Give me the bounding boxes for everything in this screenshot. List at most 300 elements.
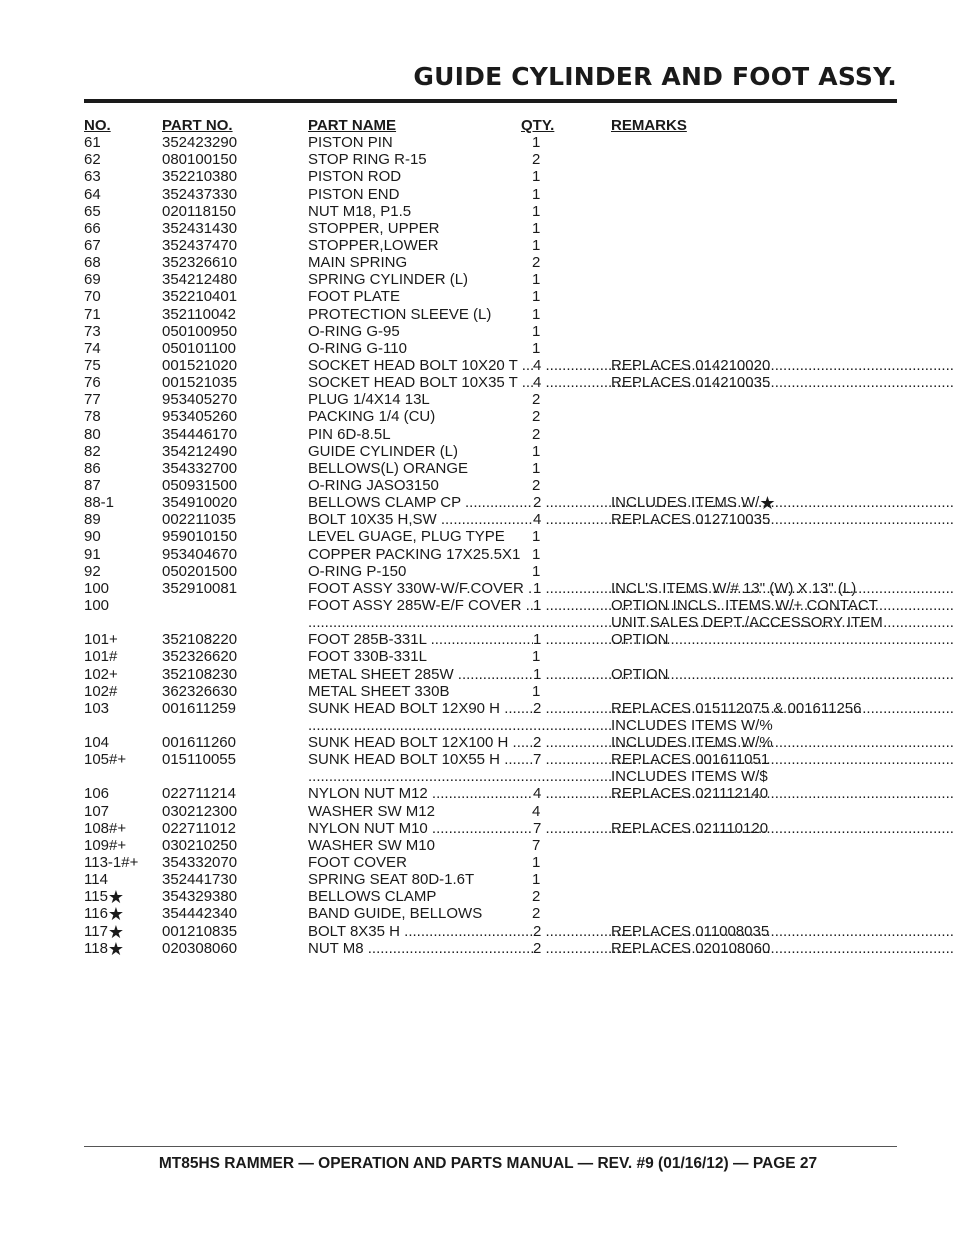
remarks-text: REPLACES 021112140 (611, 785, 769, 803)
cell-part-name: NYLON NUT M10 ..... (308, 820, 533, 837)
cell-part-no: 352437330 (162, 185, 238, 203)
cell-qty: 1 (532, 219, 541, 237)
cell-part-no: 352210380 (162, 168, 238, 186)
cell-part-name: SUNK HEAD BOLT 10X55 H ..... (308, 751, 533, 768)
cell-no (84, 803, 109, 820)
cell-remarks (611, 597, 878, 614)
cell-part-no: 050201500 (162, 562, 238, 580)
item-number: 116 (84, 905, 108, 923)
cell-part-no: 953404670 (162, 545, 238, 563)
header-part-name: PART NAME (308, 117, 397, 134)
item-number: 87 (84, 476, 101, 494)
cell-part-name: PROTECTION SLEEVE (L) (308, 305, 492, 323)
cell-part-no: 352910081 (162, 579, 238, 597)
cell-part-name: PACKING 1/4 (CU) (308, 408, 436, 426)
star-icon: ★ (759, 493, 776, 514)
cell-qty: 2 ..... (533, 734, 954, 751)
item-number: 105#+ (84, 751, 127, 769)
cell-no (84, 288, 101, 305)
table-row (84, 271, 899, 288)
cell-remarks (611, 493, 776, 514)
table-row (84, 391, 899, 408)
cell-part-name: STOPPER, UPPER (308, 219, 440, 237)
cell-part-name: NYLON NUT M12 ..... (308, 785, 533, 802)
cell-qty: 7 ..... (533, 820, 954, 837)
cell-part-name: O-RING JASO3150 (308, 476, 439, 494)
cell-no (84, 391, 101, 408)
cell-part-no: 354332070 (162, 854, 238, 872)
cell-part-no: 354332700 (162, 459, 238, 477)
cell-remarks (611, 631, 669, 648)
item-number: 109#+ (84, 836, 127, 854)
table-row (84, 443, 899, 460)
cell-remarks (611, 717, 773, 734)
cell-no (84, 785, 109, 802)
item-number: 106 (84, 785, 110, 803)
cell-qty: 2 ..... (533, 940, 954, 957)
cell-part-no: 352441730 (162, 871, 238, 889)
table-row (84, 134, 899, 151)
cell-part-name: SUNK HEAD BOLT 12X90 H ..... (308, 700, 533, 717)
table-row (84, 374, 899, 391)
item-number: 102# (84, 682, 118, 700)
item-number: 102+ (84, 665, 118, 683)
table-row (84, 186, 899, 203)
star-icon: ★ (107, 921, 125, 942)
cell-qty: 1 (532, 288, 541, 306)
cell-no (84, 186, 101, 203)
cell-part-name: FOOT PLATE (308, 288, 400, 306)
cell-no (84, 854, 138, 871)
cell-part-no: 050100950 (162, 322, 238, 340)
cell-part-name: PIN 6D-8.5L (308, 425, 391, 443)
table-row (84, 614, 899, 631)
cell-part-no: 953405270 (162, 391, 238, 409)
cell-part-no: 001611260 (162, 734, 236, 752)
cell-part-name (308, 614, 533, 631)
cell-part-no: 050101100 (162, 339, 236, 357)
cell-qty: 1 (532, 562, 541, 580)
cell-qty: 2 ..... (533, 923, 954, 940)
cell-no (84, 168, 101, 185)
table-row (84, 717, 899, 734)
item-number: 70 (84, 288, 101, 306)
cell-remarks (611, 357, 770, 374)
cell-no (84, 837, 126, 854)
cell-qty: 1 (532, 459, 541, 477)
cell-part-no: 352326610 (162, 254, 238, 272)
cell-no (84, 151, 101, 168)
cell-no (84, 237, 101, 254)
cell-part-no: 080100150 (162, 151, 238, 169)
remarks-text: REPLACES 011008035 (611, 922, 770, 940)
cell-qty: 1 (532, 545, 541, 563)
cell-no (84, 887, 125, 908)
cell-qty: 7 (532, 836, 541, 854)
item-number: 113-1#+ (84, 854, 139, 872)
cell-no (84, 871, 108, 888)
cell-qty: 1 (532, 528, 541, 546)
cell-qty: 4 ..... (533, 374, 954, 391)
item-number: 101# (84, 648, 118, 666)
cell-part-name: BAND GUIDE, BELLOWS (308, 905, 483, 923)
cell-remarks (611, 940, 770, 957)
item-number: 88-1 (84, 494, 115, 512)
cell-part-no: 352326620 (162, 648, 238, 666)
item-number: 103 (84, 699, 110, 717)
item-number: 115 (84, 888, 108, 906)
cell-qty: 1 (532, 305, 541, 323)
item-number: 118 (84, 939, 108, 957)
cell-part-no: 002211035 (162, 511, 236, 529)
table-row (84, 426, 899, 443)
cell-qty: 1 ..... (533, 631, 954, 648)
cell-part-name: METAL SHEET 330B (308, 682, 450, 700)
cell-remarks (611, 751, 769, 768)
cell-qty: 1 (532, 185, 541, 203)
header-qty: QTY. (521, 117, 555, 134)
cell-part-no: 354442340 (162, 905, 238, 923)
table-row (84, 408, 899, 425)
cell-qty: 1 (532, 271, 541, 289)
table-row (84, 751, 899, 768)
item-number: 74 (84, 339, 101, 357)
cell-qty: 1 (532, 442, 541, 460)
remarks-text: REPLACES 014210020 (611, 356, 771, 374)
cell-part-name: WASHER SW M10 (308, 836, 435, 854)
cell-no (84, 666, 118, 683)
table-row (84, 288, 899, 305)
cell-part-name: BELLOWS(L) ORANGE (308, 459, 469, 477)
star-icon: ★ (107, 887, 125, 908)
table-row (84, 168, 899, 185)
cell-no (84, 323, 101, 340)
cell-remarks (611, 923, 769, 940)
cell-qty: 1 (532, 134, 541, 152)
cell-qty: 2 (532, 888, 541, 906)
cell-no (84, 940, 124, 957)
table-row (84, 511, 899, 528)
table-row (84, 683, 899, 700)
cell-no (84, 254, 101, 271)
cell-part-name: FOOT COVER (308, 854, 407, 872)
page-footer: MT85HS RAMMER — OPERATION AND PARTS MANUAL — REV. #9 (01/16/12) — PAGE 27 (158, 1155, 818, 1172)
cell-part-name: MAIN SPRING (308, 254, 408, 272)
cell-part-name: LEVEL GUAGE, PLUG TYPE (308, 528, 505, 546)
item-number: 108#+ (84, 819, 127, 837)
cell-qty: 2 (532, 408, 541, 426)
cell-no (84, 528, 101, 545)
cell-no (84, 511, 101, 528)
cell-no (84, 134, 101, 151)
cell-part-no: 354910020 (162, 494, 238, 512)
cell-part-no: 030212300 (162, 802, 238, 820)
cell-part-no: 352210401 (162, 288, 238, 306)
cell-no (84, 460, 101, 477)
remarks-text: INCLUDES ITEMS W/% (611, 716, 773, 734)
leader-dots (308, 768, 611, 785)
item-number: 69 (84, 271, 101, 289)
remarks-text: REPLACES 021110120 (611, 819, 769, 837)
cell-no (84, 443, 101, 460)
cell-part-name: GUIDE CYLINDER (L) (308, 442, 459, 460)
item-number: 62 (84, 151, 101, 169)
cell-qty: 2 (532, 391, 541, 409)
table-row (84, 563, 899, 580)
item-number: 117 (84, 922, 108, 940)
cell-qty: 1 (532, 168, 541, 186)
cell-qty: 1 (532, 339, 541, 357)
table-row (84, 700, 899, 717)
cell-part-no: 001521035 (162, 374, 238, 392)
cell-no (84, 426, 101, 443)
cell-qty: 1 ..... (533, 666, 954, 683)
table-row (84, 306, 899, 323)
cell-qty: 4 (532, 802, 541, 820)
table-row (84, 597, 899, 614)
table-row (84, 546, 899, 563)
parts-table (84, 117, 899, 957)
cell-no (84, 494, 114, 511)
item-number: 100 (84, 579, 110, 597)
cell-part-no: 352437470 (162, 236, 238, 254)
cell-no (84, 203, 101, 220)
table-row (84, 237, 899, 254)
item-number: 67 (84, 236, 101, 254)
item-number: 77 (84, 391, 101, 409)
remarks-text: OPTION INCLS. ITEMS W/+ CONTACT (611, 596, 878, 614)
cell-part-name: PISTON PIN (308, 134, 393, 152)
item-number: 101+ (84, 631, 118, 649)
cell-part-name: METAL SHEET 285W ..... (308, 666, 533, 683)
cell-part-no: 001521020 (162, 356, 238, 374)
remarks-text: REPLACES 020108060 (611, 939, 771, 957)
cell-qty: 4 ..... (533, 785, 954, 802)
item-number: 86 (84, 459, 101, 477)
table-row (84, 151, 899, 168)
cell-part-name: PISTON END (308, 185, 400, 203)
cell-no (84, 597, 109, 614)
table-row (84, 254, 899, 271)
table-row (84, 785, 899, 802)
cell-qty: 1 (532, 871, 541, 889)
item-number: 82 (84, 442, 101, 460)
cell-no (84, 306, 101, 323)
cell-remarks (611, 614, 883, 631)
cell-part-name: NUT M8 ..... (308, 940, 533, 957)
cell-part-no: 352423290 (162, 134, 238, 152)
cell-part-no: 352110042 (162, 305, 236, 323)
cell-part-name: FOOT 330B-331L (308, 648, 427, 666)
cell-qty: 4 ..... (533, 511, 954, 528)
remarks-text: REPLACES 001611051 (611, 751, 770, 769)
cell-part-no: 020118150 (162, 202, 236, 220)
cell-remarks (611, 820, 768, 837)
remarks-text: INCLUDES ITEMS W/% (611, 734, 773, 752)
header-part-no: PART NO. (162, 117, 233, 134)
cell-qty: 1 (532, 854, 541, 872)
item-number: 114 (84, 871, 108, 889)
cell-qty: 7 ..... (533, 751, 954, 768)
cell-part-no: 020308060 (162, 939, 238, 957)
cell-part-name: SPRING CYLINDER (L) (308, 271, 469, 289)
table-row (84, 803, 899, 820)
table-row (84, 666, 899, 683)
cell-part-name: O-RING G-110 (308, 339, 407, 357)
cell-no (84, 563, 101, 580)
remarks-text: UNIT SALES DEPT./ACCESSORY ITEM (611, 614, 883, 632)
cell-no (84, 374, 101, 391)
cell-remarks (611, 580, 856, 597)
table-row (84, 940, 899, 957)
table-row (84, 648, 899, 665)
star-icon: ★ (107, 938, 125, 959)
cell-no (84, 580, 109, 597)
cell-qty: 1 (532, 682, 541, 700)
star-icon: ★ (107, 904, 125, 925)
cell-part-name: SPRING SEAT 80D-1.6T (308, 871, 475, 889)
table-row (84, 871, 899, 888)
item-number: 75 (84, 356, 101, 374)
cell-no (84, 546, 101, 563)
cell-no (84, 683, 117, 700)
cell-qty: 1 (532, 648, 541, 666)
title-rule (84, 99, 897, 103)
cell-part-no: 354329380 (162, 888, 238, 906)
cell-qty: 4 ..... (533, 357, 954, 374)
table-row (84, 923, 899, 940)
item-number: 63 (84, 168, 101, 186)
table-row (84, 340, 899, 357)
cell-no (84, 923, 124, 940)
cell-no (84, 220, 101, 237)
cell-remarks (611, 666, 669, 683)
item-number: 68 (84, 254, 101, 272)
table-row (84, 854, 899, 871)
item-number: 71 (84, 305, 101, 323)
table-row (84, 357, 899, 374)
cell-qty: 1 (532, 202, 541, 220)
cell-qty: 2 (532, 151, 541, 169)
cell-qty: 2 (532, 254, 541, 272)
cell-remarks (611, 768, 768, 785)
table-row (84, 580, 899, 597)
header-no: NO. (84, 117, 111, 134)
cell-part-no: 352108220 (162, 631, 238, 649)
table-row (84, 528, 899, 545)
item-number: 76 (84, 374, 101, 392)
remarks-text: OPTION (611, 631, 669, 649)
cell-part-name: FOOT ASSY 285W-E/F COVER ..... (308, 597, 533, 614)
cell-part-name: BELLOWS CLAMP (308, 888, 437, 906)
item-number: 78 (84, 408, 101, 426)
cell-part-name: O-RING G-95 (308, 322, 400, 340)
cell-remarks (611, 785, 768, 802)
cell-no (84, 820, 126, 837)
table-row (84, 493, 899, 514)
cell-part-no: 354212490 (162, 442, 238, 460)
table-row (84, 837, 899, 854)
remarks-text: OPTION (611, 665, 669, 683)
remarks-text: INCLUDES ITEMS W/ (611, 494, 760, 512)
cell-part-name: SUNK HEAD BOLT 12X100 H ..... (308, 734, 533, 751)
cell-qty: 2 (532, 425, 541, 443)
cell-part-name: STOP RING R-15 (308, 151, 427, 169)
cell-part-no: 352431430 (162, 219, 238, 237)
cell-part-name: BOLT 10X35 H,SW ..... (308, 511, 533, 528)
table-row (84, 631, 899, 648)
table-row (84, 768, 899, 785)
remarks-text: INCLUDES ITEMS W/$ (611, 768, 768, 786)
item-number: 65 (84, 202, 101, 220)
cell-part-no: 959010150 (162, 528, 238, 546)
cell-part-no: 001611259 (162, 699, 236, 717)
leader-dots (308, 717, 611, 734)
remarks-text: INCL'S ITEMS W/# 13" (W) X 13" (L) (611, 579, 857, 597)
table-row (84, 734, 899, 751)
table-row (84, 820, 899, 837)
cell-part-name: SOCKET HEAD BOLT 10X35 T ..... (308, 374, 533, 391)
cell-no (84, 904, 125, 925)
table-row (84, 460, 899, 477)
cell-part-no: 015110055 (162, 751, 236, 769)
item-number: 90 (84, 528, 101, 546)
cell-part-name: FOOT 285B-331L ..... (308, 631, 533, 648)
item-number: 92 (84, 562, 101, 580)
cell-part-no: 022711012 (162, 819, 236, 837)
cell-no (84, 700, 109, 717)
item-number: 91 (84, 545, 101, 563)
cell-part-name: SOCKET HEAD BOLT 10X20 T ..... (308, 357, 533, 374)
cell-no (84, 648, 117, 665)
cell-remarks (611, 374, 770, 391)
item-number: 73 (84, 322, 101, 340)
cell-no (84, 631, 118, 648)
cell-qty: 1 (532, 322, 541, 340)
item-number: 80 (84, 425, 101, 443)
table-body (84, 134, 899, 957)
cell-part-no: 953405260 (162, 408, 238, 426)
table-row (84, 220, 899, 237)
cell-part-no: 354446170 (162, 425, 238, 443)
cell-part-no: 001210835 (162, 922, 238, 940)
cell-no (84, 357, 101, 374)
cell-part-name: PLUG 1/4X14 13L (308, 391, 430, 409)
header-remarks: REMARKS (611, 117, 687, 134)
cell-qty: 2 (532, 476, 541, 494)
remarks-text: REPLACES 015112075 & 001611256 (611, 699, 862, 717)
cell-qty: 1 (532, 236, 541, 254)
item-number: 66 (84, 219, 101, 237)
cell-no (84, 751, 126, 768)
table-row (84, 203, 899, 220)
cell-remarks (611, 700, 861, 717)
item-number: 64 (84, 185, 101, 203)
remarks-text: REPLACES 014210035 (611, 374, 771, 392)
cell-part-name: PISTON ROD (308, 168, 402, 186)
cell-qty: 1 ..... (533, 580, 954, 597)
remarks-text: REPLACES 012710035 (611, 511, 771, 529)
cell-part-no: 050931500 (162, 476, 238, 494)
cell-part-name: COPPER PACKING 17X25.5X1 (308, 545, 521, 563)
table-row (84, 477, 899, 494)
cell-qty: 1 ..... (533, 597, 954, 614)
table-row (84, 323, 899, 340)
table-row (84, 904, 899, 925)
cell-remarks (611, 734, 773, 751)
cell-part-no: 354212480 (162, 271, 238, 289)
cell-part-name: NUT M18, P1.5 (308, 202, 412, 220)
